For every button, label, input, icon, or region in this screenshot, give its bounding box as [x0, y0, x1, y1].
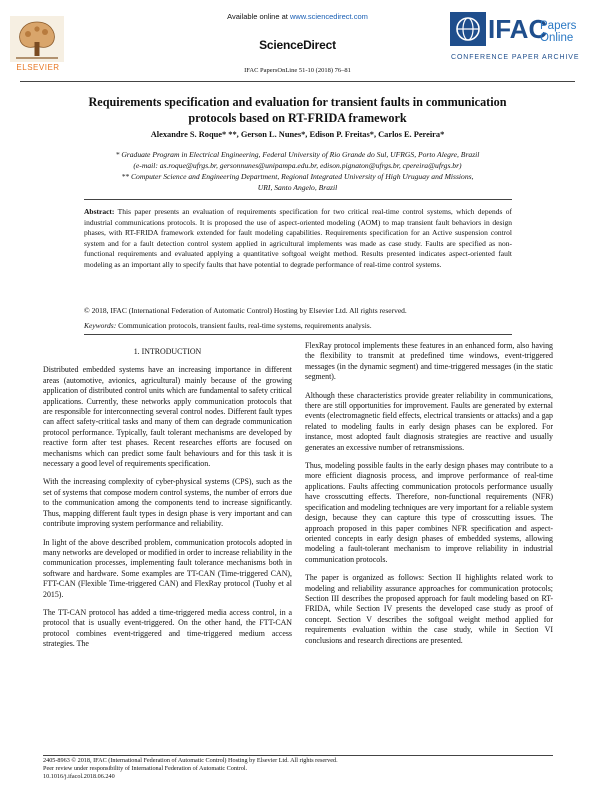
- paragraph: With the increasing complexity of cyber-physical systems (CPS), such as the set of systems that compose modern control systems, the number of errors due to the communication among the components tend to increase significantly. Thus, mapping different fault types in design phase is very important and can contribute improving system performance and reliability.: [43, 477, 292, 529]
- paragraph: Distributed embedded systems have an increasing importance in different areas (automotive, avionics, agricultural) mainly because of the growing application of distributed control units which are fundamental to safety critical applications. Currently, these networks apply communication protocols that are responsible for interconnecting several control nodes. Different fault types can affect safety-critical tasks and many of them can degrade communication protocol performance. Typically, fault tolerant mechanisms are developed by reactive form after test phases. Recent researches efforts are focused on mechanisms which can predict some fault behaviours and for this task it is necessary a good level of requirements specification.: [43, 365, 292, 469]
- sciencedirect-link[interactable]: www.sciencedirect.com: [289, 12, 368, 21]
- affiliation-emails: (e-mail: as.roque@ufrgs.br, gersonnunes@unipampa.edu.br, edison.pignaton@ufrgs.br, cpereira@ufrgs.br): [133, 161, 462, 170]
- keywords: [84, 321, 512, 330]
- header-rule: [20, 81, 575, 82]
- abstract-top-rule: [84, 199, 512, 200]
- elsevier-wordmark: ELSEVIER: [16, 63, 60, 72]
- affiliation-2: ** Computer Science and Engineering Department, Regional Integrated University of High Uruguay and Missions,: [121, 172, 474, 181]
- online-wordmark: Online: [540, 32, 574, 44]
- footer: [43, 757, 563, 782]
- available-prefix: Available online at: [227, 12, 290, 21]
- journal-reference: IFAC PapersOnLine 51-10 (2018) 76–81: [244, 67, 351, 74]
- papers-wordmark: Papers: [540, 20, 577, 32]
- footer-doi[interactable]: 10.1016/j.ifacol.2018.06.240: [43, 773, 115, 781]
- affiliation-1: * Graduate Program in Electrical Engineering, Federal University of Rio Grande do Sul, UFRGS, Porto Alegre, Brazil: [115, 150, 480, 159]
- ifac-wordmark: IFAC: [488, 14, 548, 44]
- abstract-bottom-rule: [84, 334, 512, 335]
- paragraph: The TT-CAN protocol has added a time-triggered media access control, in a protocol that is usually event-triggered. On the other hand, the FTT-CAN protocol combines event-triggered and time-triggered medium access strategies. The: [43, 607, 292, 649]
- ifac-globe-logo: [450, 12, 486, 46]
- footer-peer-review: Peer review under responsibility of International Federation of Automatic Control.: [43, 765, 248, 773]
- elsevier-tree-logo: [10, 16, 64, 62]
- conference-paper-archive: CONFERENCE PAPER ARCHIVE: [451, 54, 580, 61]
- paragraph: In light of the above described problem, communication protocols adopted in many networks are developed or modified in order to increase reliability in the communication processes, implementing fault tolerance mechanisms both in software and hardware. Some examples are TT-CAN (Time-triggered CAN), FTT-CAN (Flexible Time-triggered CAN) and FlexRay protocol (Tuohy et al 2015).: [43, 537, 292, 599]
- affiliation-2-cont: URI, Santo Angelo, Brazil: [257, 183, 338, 192]
- footer-issn-copyright: 2405-8963 © 2018, IFAC (International Federation of Automatic Control) Hosting by Elsevier Ltd. All rights reserved.: [43, 757, 338, 764]
- right-column: [305, 341, 553, 654]
- paragraph: Although these characteristics provide greater reliability in communications, there are still opportunities for improvement. Faults are generated by external events (electromagnetic field effects, electrical transients or attacks) and a gap related to modeling faults in early design phases can be explored. For instance, most adopted fault diagnosis strategies are reactive and usually generates an excessive number of retransmissions.: [305, 390, 553, 452]
- abstract: [84, 207, 512, 271]
- paragraph: Thus, modeling possible faults in the early design phases may contribute to a more efficient diagnosis process, and improve performance of real-time applications. Faults affecting communication protocols performance usually have crosscutting effects. Therefore, non-functional requirements (NFR) specification and modeling techniques are very important for a reliable system design, because they can capture this type of crosscutting issues. The approach proposed in this paper combines NFR specification and aspect-oriented concepts in early design phases of embedded systems, allowing modeling a fault-tolerant mechanism to improve reliability in industrial communication protocols.: [305, 461, 553, 564]
- paragraph: The paper is organized as follows: Section II highlights related work to modeling and reliability assurance approaches for communication protocols; Section III describes the proposed approach for fault modeling based on RT-FRIDA, while Section IV presents the developed case study as proof of concept. Section V describes the softgoal weight method applied for requirements evaluation within the case study, while in Section VI conclusions and research directions are presented.: [305, 573, 553, 645]
- title-line-2: protocols based on RT-FRIDA framework: [188, 111, 407, 125]
- footer-rule: [43, 755, 553, 756]
- abstract-text: This paper presents an evaluation of requirements specification for two critical real-time control systems, which depends of industrial communications protocols. It is proposed the use of aspect-oriented modeling (AOM) to map transient fault behaviors in design phases, with RT-FRIDA framework extended for fault modeling capabilities. Requirements specification for an Active suspension control system and for a fault detection control system applied in agricultural implements was made as case study. Faults are specified as non-functional requirements and evaluated applying a quantitative softgoal weight method. Results presented indicates aspect-oriented fault modeling as an important ally to specify faults that have potential to degrade performance of real-time control systems.: [84, 207, 512, 269]
- paragraph: FlexRay protocol implements these features in an enhanced form, also having the flexibility to transmit at predefined time windows, event-triggered messages (in the dynamic segment) and time-triggered messages (in the static segment).: [305, 341, 553, 382]
- author-list: Alexandre S. Roque* **, Gerson L. Nunes*, Edison P. Freitas*, Carlos E. Pereira*: [150, 130, 445, 139]
- sciencedirect-title: ScienceDirect: [259, 38, 336, 52]
- keywords-text: Communication protocols, transient faults, real-time systems, requirements analysis.: [116, 321, 372, 330]
- paper-title: [20, 94, 575, 126]
- section-title-introduction: 1. INTRODUCTION: [133, 347, 202, 356]
- left-column: [43, 347, 292, 658]
- abstract-label: Abstract:: [84, 207, 115, 216]
- copyright: © 2018, IFAC (International Federation of Automatic Control) Hosting by Elsevier Ltd. All rights reserved.: [84, 306, 407, 315]
- keywords-label: Keywords:: [84, 321, 117, 330]
- title-line-1: Requirements specification and evaluation for transient faults in communication: [88, 95, 507, 109]
